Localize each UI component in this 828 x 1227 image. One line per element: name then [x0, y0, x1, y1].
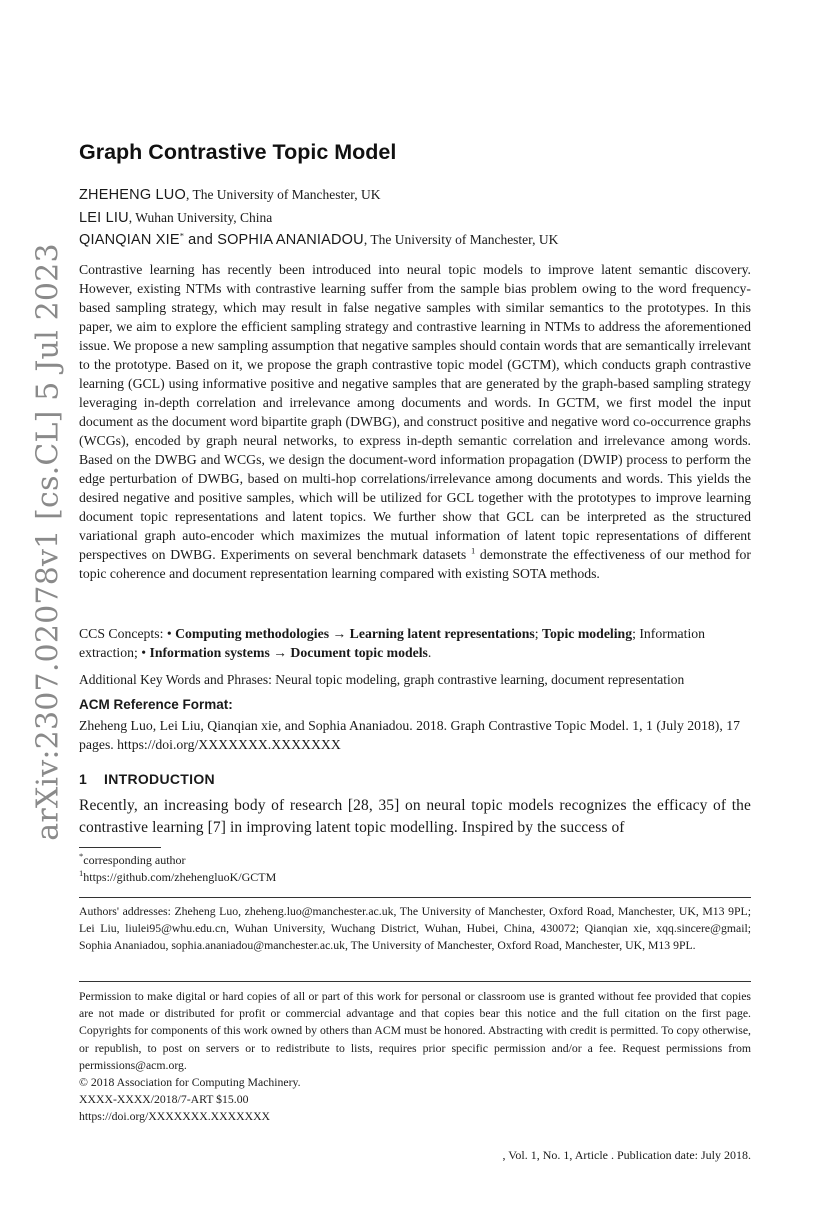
paper-title: Graph Contrastive Topic Model [79, 140, 397, 164]
ccs-concept: Learning latent representations [349, 626, 535, 641]
ccs-concept: Information systems [149, 645, 270, 660]
divider [79, 981, 751, 982]
footnote-mark: 1 [79, 868, 84, 878]
author-name: LEI LIU [79, 209, 129, 226]
author-name: QIANQIAN XIE [79, 232, 180, 248]
abstract [79, 260, 751, 583]
ccs-separator: ; Information extraction; • [79, 626, 706, 660]
divider [79, 897, 751, 898]
copyright-line: © 2018 Association for Computing Machinery. [79, 1076, 301, 1090]
footnote-rule [79, 847, 161, 848]
section-heading [79, 771, 215, 787]
section-title: INTRODUCTION [104, 771, 215, 787]
corresponding-mark: * [179, 230, 184, 241]
issn-line: XXXX-XXXX/2018/7-ART $15.00 [79, 1093, 249, 1107]
ccs-concept: Document topic models [290, 645, 428, 660]
author-line [79, 184, 751, 207]
footnote [79, 869, 751, 886]
author-name: and SOPHIA ANANIADOU [183, 232, 364, 248]
ccs-separator: ; [534, 626, 543, 641]
footnote [79, 852, 751, 869]
author-affiliation: , The University of Manchester, UK [363, 232, 559, 247]
doi-link[interactable]: https://doi.org/XXXXXXX.XXXXXXX [79, 1110, 271, 1124]
abstract-text-end: demonstrate the effectiveness of our method for topic coherence and document representation learning compared with existing SOTA methods. [79, 547, 751, 581]
author-line [79, 229, 751, 252]
permission-text: Permission to make digital or hard copies of all or part of this work for personal or classroom use is granted without fee provided that copies are not made or distributed for profit or commercial advantage and that copies bear this notice and the full citation on the first page. Copyrights for components of this work owned by others than ACM must be honored. Abstracting with credit is permitted. To copy otherwise, or republish, to post on servers or to redistribute to lists, requires prior specific permission and/or a fee. Request permissions from permissions@acm.org. [79, 990, 751, 1072]
section-number: 1 [79, 771, 88, 787]
acm-reference-heading: ACM Reference Format: [79, 697, 233, 712]
footnotes [79, 852, 751, 886]
author-name: ZHEHENG LUO [79, 187, 186, 203]
author-line [79, 207, 751, 230]
author-affiliation: , Wuhan University, China [128, 209, 273, 225]
abstract-text: Contrastive learning has recently been introduced into neural topic models to improve latent semantic discovery. However, existing NTMs with contrastive learning suffer from the sample bias problem owing to the word frequency-based sampling strategy, which may result in false negative samples with similar semantics to the prototypes. In this paper, we aim to explore the efficient sampling strategy and contrastive learning in NTMs to address the aforementioned issue. We propose a new sampling assumption that negative samples should contain words that are semantically irrelevant to the prototype. Based on it, we propose the graph contrastive topic model (GCTM), which conducts graph contrastive learning (GCL) using informative positive and negative samples that are generated by the graph-based sampling strategy leveraging in-depth correlation and irrelevance among documents and words. In GCTM, we first model the input document as the document word bipartite graph (DWBG), and construct positive and negative word co-occurrence graphs (WCGs), encoded by graph neural networks, to express in-depth semantic correlation and irrelevance among words. Based on the DWBG and WCGs, we design the document-word information propagation (DWIP) process to perform the edge perturbation of DWBG, based on multi-hop correlations/irrelevance among documents and words. This yields the desired negative and positive samples, which will be utilized for GCL together with the prototypes to improve learning document topic representations and latent topics. We further show that GCL can be interpreted as the structured variational graph auto-encoder which maximizes the mutual information of latent topic representations of different perspectives on DWBG. Experiments on several benchmark datasets [79, 262, 751, 562]
ccs-arrow: → [269, 645, 291, 660]
ccs-concepts [79, 624, 751, 662]
arxiv-identifier: arXiv:2307.02078v1 [cs.CL] 5 Jul 2023 [30, 243, 66, 841]
author-block [79, 184, 751, 252]
ccs-concept: Topic modeling [542, 626, 633, 641]
ccs-prefix: CCS Concepts: • [79, 626, 176, 641]
footnote-link[interactable]: https://github.com/zhehengluoK/GCTM [83, 870, 277, 884]
author-affiliation: , The University of Manchester, UK [185, 187, 381, 202]
intro-paragraph: Recently, an increasing body of research [28, 35] on neural topic models recognizes the efficacy of the contrastive learning [7] in improving latent topic modelling. Inspired by the success of [79, 797, 751, 836]
ccs-end: . [427, 645, 432, 660]
ccs-concept: Computing methodologies [175, 626, 330, 641]
acm-reference-text: Zheheng Luo, Lei Liu, Qianqian xie, and Sophia Ananiadou. 2018. Graph Contrastive Topic Model. 1, 1 (July 2018), 17 pages. https://doi.org/XXXXXXX.XXXXXXX [79, 718, 740, 752]
page-footer: , Vol. 1, No. 1, Article . Publication date: July 2018. [502, 1148, 751, 1162]
arxiv-sidebar [30, 243, 66, 841]
footnote-mark: * [79, 851, 84, 861]
permission-block [79, 988, 751, 1126]
footnote-text: corresponding author [83, 853, 186, 867]
author-addresses: Authors' addresses: Zheheng Luo, zheheng.luo@manchester.ac.uk, The University of Manchester, Oxford Road, Manchester, UK, M13 9PL; Lei Liu, liulei95@whu.edu.cn, Wuhan University, Wuchang District, Wuhan, Hubei, China, 430072; Qianqian xie, xqq.sincere@gmail; Sophia Ananiadou, sophia.ananiadou@manchester.ac.uk, The University of Manchester, Oxford Road, Manchester, UK, M13 9PL. [79, 905, 751, 952]
footnote-ref: 1 [470, 545, 476, 556]
ccs-arrow: → [329, 626, 350, 641]
keywords: Additional Key Words and Phrases: Neural topic modeling, graph contrastive learning, document representation [79, 672, 685, 687]
